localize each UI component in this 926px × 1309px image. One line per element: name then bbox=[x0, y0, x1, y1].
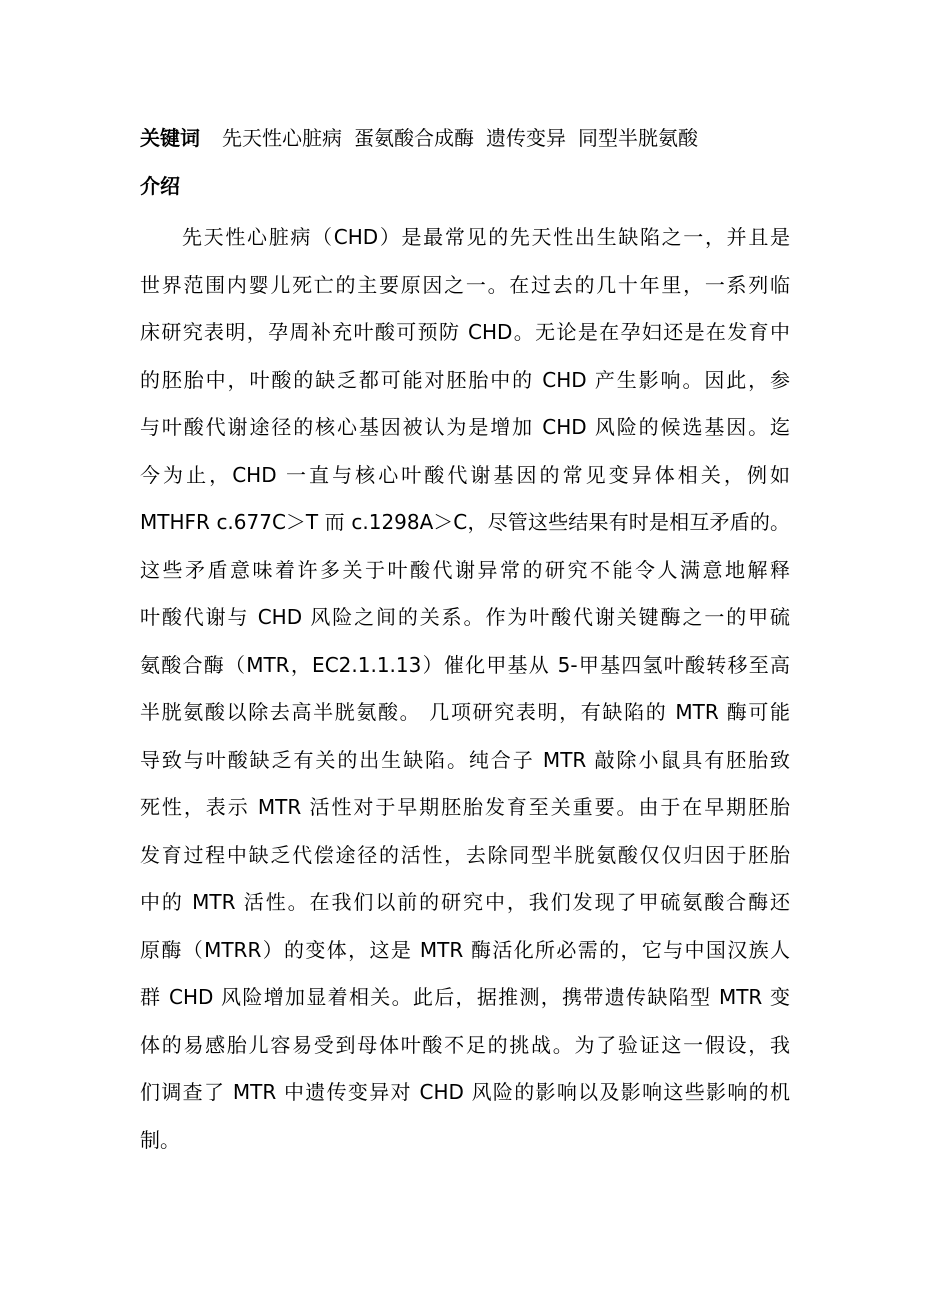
paragraph-line: MTHFR c.677C＞T 而 c.1298A＞C，尽管这些结果有时是相互矛盾的。 bbox=[140, 510, 790, 534]
keyword-term: 先天性心脏病 bbox=[222, 126, 342, 150]
paragraph-line: 死性，表示 MTR 活性对于早期胚胎发育至关重要。由于在早期胚胎 bbox=[140, 795, 790, 819]
keywords-label: 关键词 bbox=[140, 126, 200, 150]
paragraph-line: 中的 MTR 活性。在我们以前的研究中，我们发现了甲硫氨酸合酶还 bbox=[140, 890, 790, 914]
paragraph-line: 这些矛盾意味着许多关于叶酸代谢异常的研究不能令人满意地解释 bbox=[140, 557, 790, 582]
paragraph-line: 体的易感胎儿容易受到母体叶酸不足的挑战。为了验证这一假设，我 bbox=[140, 1032, 790, 1057]
paragraph-line: 发育过程中缺乏代偿途径的活性，去除同型半胱氨酸仅仅归因于胚胎 bbox=[140, 842, 790, 867]
paragraph-line: 床研究表明，孕周补充叶酸可预防 CHD。无论是在孕妇还是在发育中 bbox=[140, 320, 790, 344]
paragraph-line: 制。 bbox=[140, 1127, 180, 1152]
paragraph-line: 先天性心脏病（CHD）是最常见的先天性出生缺陷之一，并且是 bbox=[182, 225, 790, 249]
paragraph-line: 半胱氨酸以除去高半胱氨酸。 几项研究表明，有缺陷的 MTR 酶可能 bbox=[140, 700, 790, 724]
body-paragraph bbox=[140, 214, 790, 1164]
keyword-term: 遗传变异 bbox=[486, 126, 566, 150]
document-page bbox=[140, 118, 790, 1164]
paragraph-line: 叶酸代谢与 CHD 风险之间的关系。作为叶酸代谢关键酶之一的甲硫 bbox=[140, 605, 790, 629]
keyword-term: 蛋氨酸合成酶 bbox=[354, 126, 474, 150]
paragraph-line: 原酶（MTRR）的变体，这是 MTR 酶活化所必需的，它与中国汉族人 bbox=[140, 937, 790, 962]
section-heading: 介绍 bbox=[140, 174, 180, 198]
keyword-term: 同型半胱氨酸 bbox=[578, 126, 698, 150]
paragraph-line: 今为止，CHD 一直与核心叶酸代谢基因的常见变异体相关，例如 bbox=[140, 462, 790, 487]
paragraph-line: 们调查了 MTR 中遗传变异对 CHD 风险的影响以及影响这些影响的机 bbox=[140, 1080, 790, 1104]
paragraph-line: 群 CHD 风险增加显着相关。此后，据推测，携带遗传缺陷型 MTR 变 bbox=[140, 985, 790, 1009]
paragraph-line: 氨酸合酶（MTR，EC2.1.1.13）催化甲基从 5-甲基四氢叶酸转移至高 bbox=[140, 652, 790, 677]
paragraph-line: 世界范围内婴儿死亡的主要原因之一。在过去的几十年里，一系列临 bbox=[140, 272, 790, 297]
paragraph-line: 与叶酸代谢途径的核心基因被认为是增加 CHD 风险的候选基因。迄 bbox=[140, 415, 790, 439]
paragraph-line: 的胚胎中，叶酸的缺乏都可能对胚胎中的 CHD 产生影响。因此，参 bbox=[140, 367, 790, 392]
keywords-line bbox=[140, 118, 790, 158]
paragraph-line: 导致与叶酸缺乏有关的出生缺陷。纯合子 MTR 敲除小鼠具有胚胎致 bbox=[140, 747, 790, 772]
